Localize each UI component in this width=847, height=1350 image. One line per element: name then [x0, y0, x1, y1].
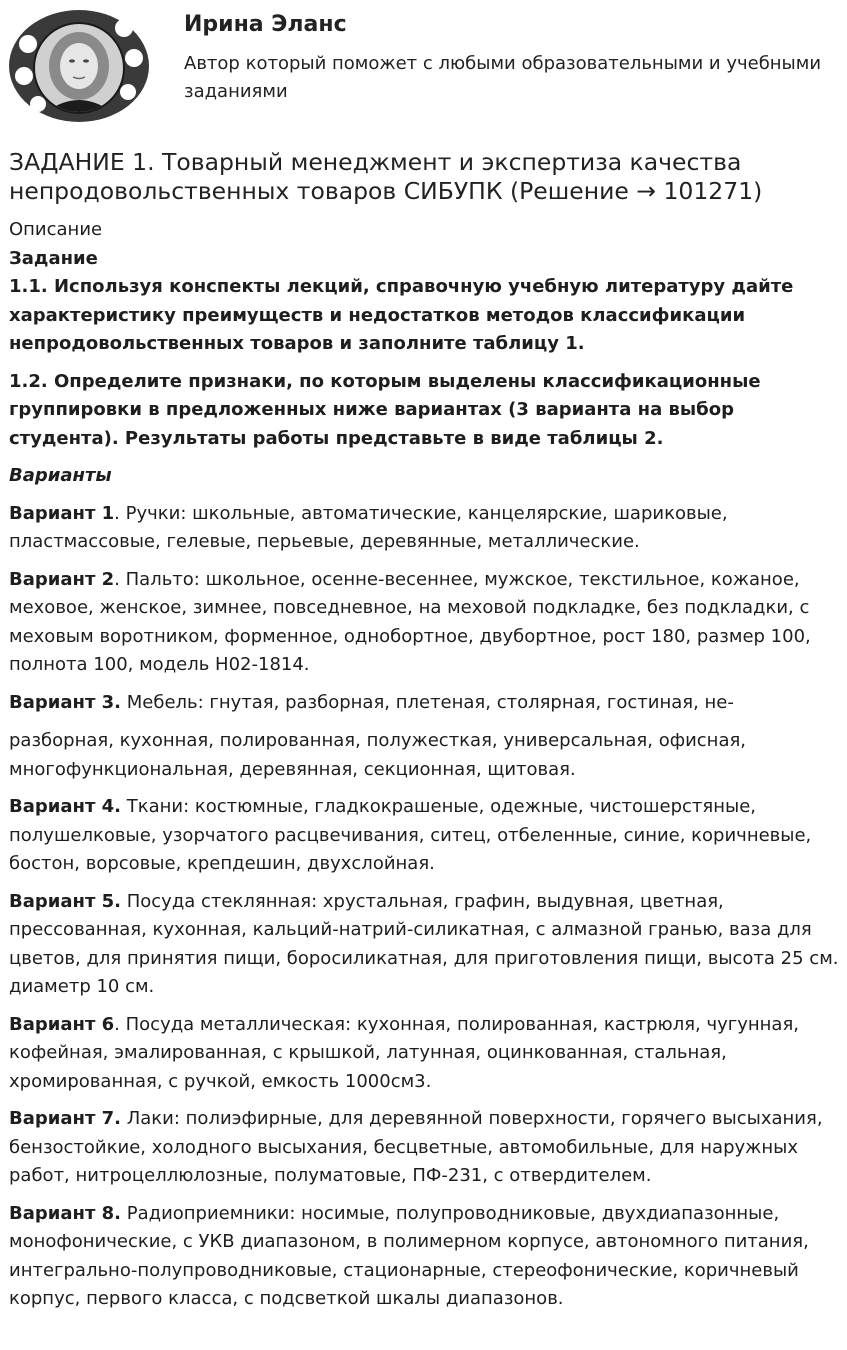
variant-label: Вариант 2	[9, 568, 115, 590]
variant-label: Вариант 3.	[9, 691, 122, 713]
variant-7	[9, 1105, 843, 1191]
variant-8	[9, 1200, 843, 1314]
variant-text: Посуда стеклянная: хрустальная, графин, выдувная, цветная, прессованная, кухонная, кальций-натрий-силикатная, с алмазной гранью, ваза для цветов, для принятия пищи, боросиликатная, для приготовления пищи, высота 25 см. диаметр 10 см.	[9, 890, 839, 997]
variant-3	[9, 689, 843, 718]
variant-text: Мебель: гнутая, разборная, плетеная, столярная, гостиная, не-	[121, 691, 734, 713]
variant-label: Вариант 7.	[9, 1108, 122, 1129]
variant-text: разборная, кухонная, полированная, полужесткая, универсальная, офисная, многофункциональная, деревянная, секционная, щитовая.	[9, 730, 747, 780]
variant-text: Лаки: полиэфирные, для деревянной поверхности, горячего высыхания, бензостойкие, холодного высыхания, бесцветные, автомобильные, для наружных работ, нитроцеллюлозные, полуматовые, ПФ-231, с отвердителем.	[9, 1108, 823, 1186]
variant-label: Вариант 4.	[9, 796, 122, 817]
variant-label: Вариант 1	[9, 502, 115, 524]
variant-separator: .	[114, 1013, 120, 1035]
variant-text: Пальто: школьное, осенне-весеннее, мужское, текстильное, кожаное, меховое, женское, зимнее, повседневное, на меховой подкладке, без подкладки, с меховым воротником, форменное, однобортное, двубортное, рост 180, размер 100, полнота 100, модель Н02-1814.	[9, 568, 811, 675]
variants-heading: Варианты	[9, 465, 112, 486]
variant-separator: .	[114, 502, 120, 524]
page-title: ЗАДАНИЕ 1. Товарный менеджмент и экспертиза качества непродовольственных товаров СИБУПК (Решение → 101271)	[9, 148, 763, 205]
variant-3-continuation	[9, 727, 843, 784]
variant-label: Вариант 8.	[9, 1202, 122, 1224]
task-label: Задание	[9, 247, 98, 269]
variant-text: Ткани: костюмные, гладкокрашеные, одежные, чистошерстяные, полушелковые, узорчатого расцвечивания, ситец, отбеленные, синие, коричневые, бостон, ворсовые, крепдешин, двухслойная.	[9, 796, 812, 874]
author-avatar[interactable]	[6, 6, 152, 126]
variant-2	[9, 566, 843, 680]
variant-4	[9, 793, 843, 879]
variant-text: Ручки: школьные, автоматические, канцелярские, шариковые, пластмассовые, гелевые, перьевые, деревянные, металлические.	[9, 502, 728, 552]
variant-6	[9, 1011, 843, 1097]
variant-label: Вариант 6	[9, 1013, 115, 1035]
film-reel-avatar-icon	[6, 6, 152, 126]
variant-text: Посуда металлическая: кухонная, полированная, кастрюля, чугунная, кофейная, эмалированная, с крышкой, латунная, оцинкованная, стальная, хромированная, с ручкой, емкость 1000см3.	[9, 1013, 800, 1092]
variant-1	[9, 500, 843, 557]
variant-5	[9, 888, 843, 1002]
variant-label: Вариант 5.	[9, 890, 122, 912]
author-header	[0, 0, 847, 130]
task-item-2: 1.2. Определите признаки, по которым выделены классификационные группировки в предложенных ниже вариантах (3 варианта на выбор студента). Результаты работы представьте в виде таблицы 2.	[9, 370, 761, 449]
variant-separator: .	[114, 568, 120, 590]
task-item-1: 1.1. Используя конспекты лекций, справочную учебную литературу дайте характеристику преимуществ и недостатков методов классификации непродовольственных товаров и заполните таблицу 1.	[9, 276, 794, 354]
author-name[interactable]: Ирина Эланс	[184, 12, 347, 37]
task-content	[9, 216, 843, 1323]
description-label: Описание	[9, 219, 103, 240]
author-description: Автор который поможет с любыми образовательными и учебными заданиями	[184, 53, 822, 102]
variant-text: Радиоприемники: носимые, полупроводниковые, двухдиапазонные, монофонические, с УКВ диапазоном, в полимерном корпусе, автономного питания, интегрально-полупроводниковые, стационарные, стереофонические, коричневый корпус, первого класса, с подсветкой шкалы диапазонов.	[9, 1202, 809, 1309]
